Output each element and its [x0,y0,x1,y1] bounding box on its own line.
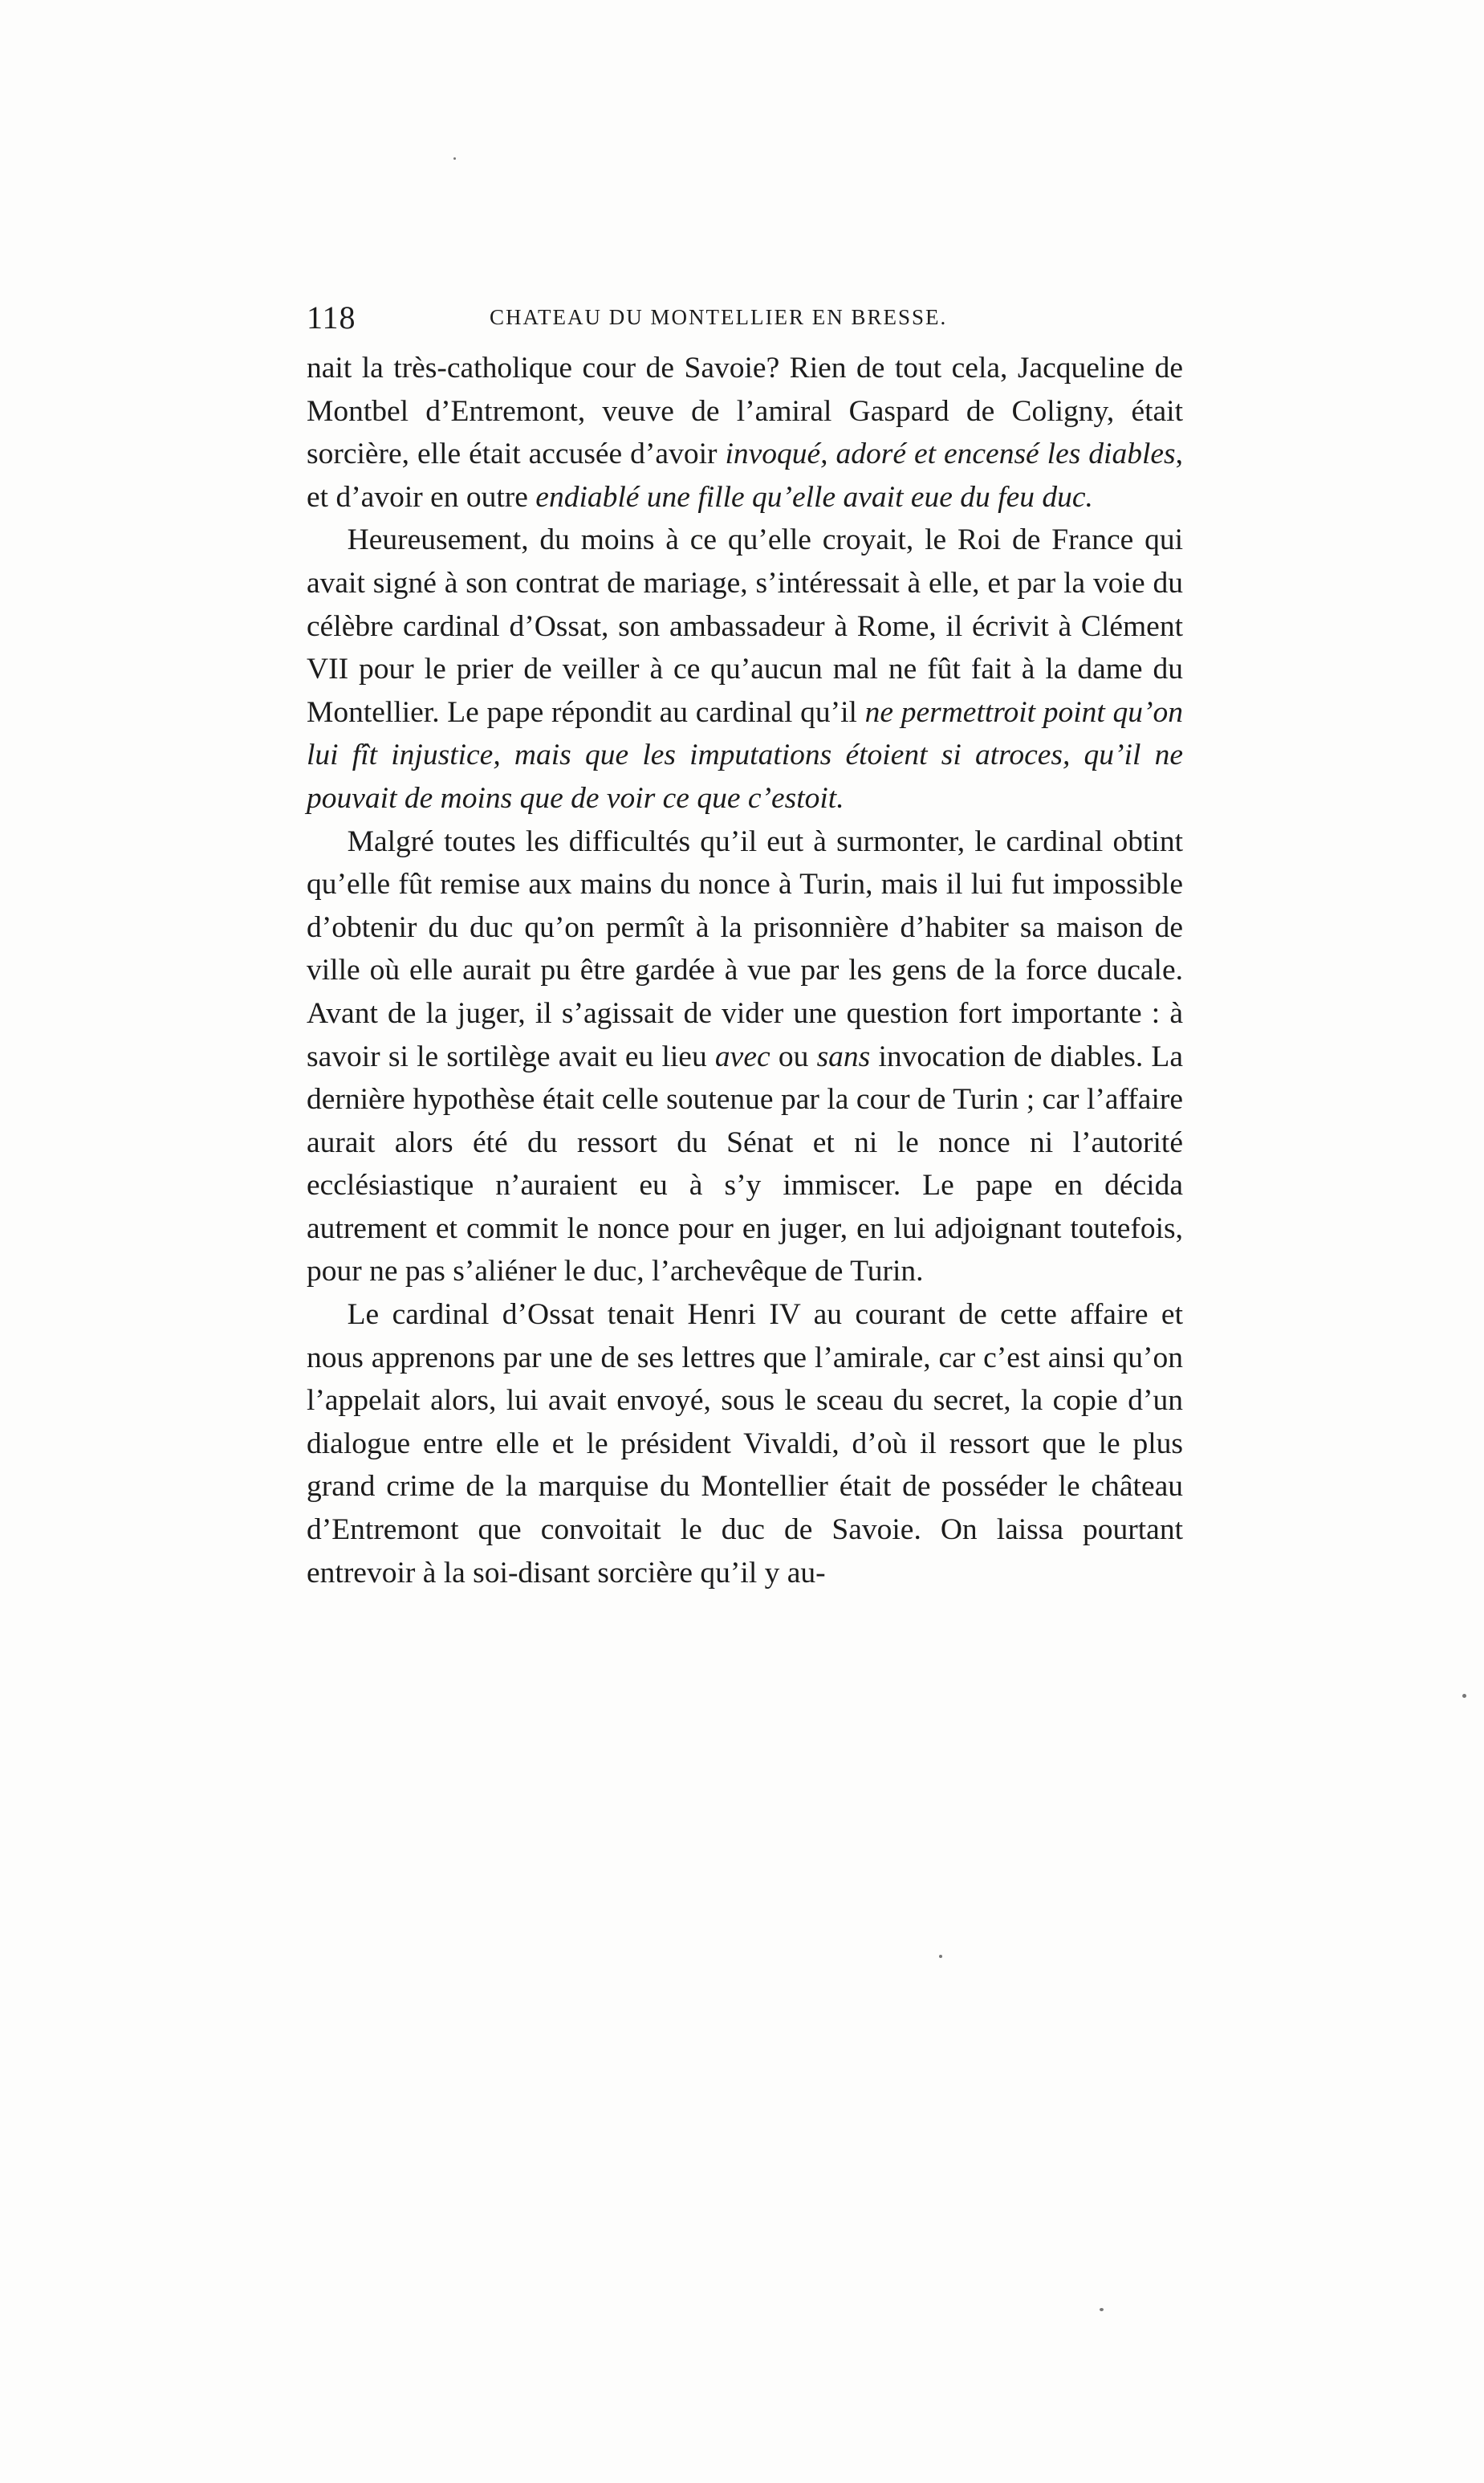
running-head: CHATEAU DU MONTELLIER EN BRESSE. [490,305,948,329]
body-text [307,347,1183,1594]
italic-text: invoqué, adoré et encensé les diables [725,438,1176,471]
page-header [307,299,1183,347]
paragraph [307,519,1183,820]
scan-speck [939,1955,942,1958]
italic-text: avec [714,1040,770,1073]
paragraph [307,347,1183,519]
text-run: ou [770,1040,817,1073]
italic-text: sans [816,1040,871,1073]
page-number: 118 [307,299,356,336]
text-run: , et d’avoir en outre [307,438,1183,514]
italic-text: ne permettroit point qu’on lui fît injustice, mais que les imputations étoient si atroces, qu’il ne pouvait de moins que de voir ce que c’estoit. [307,695,1184,815]
text-run: Malgré toutes les difficultés qu’il eut à surmonter, le cardinal obtint qu’elle fût remise aux mains du nonce à Turin, mais il lui fut impossible d’obtenir du duc qu’on permît à la prisonnière d’habiter sa maison de ville où elle aurait pu être gardée à vue par les gens de la force ducale. Avant de la juger, il s’agissait de vider une question fort importante : à savoir si le sortilège avait eu lieu [307,824,1183,1073]
paragraph [307,820,1183,1294]
scan-speck [453,157,456,160]
text-run: nait la très-catholique cour de Savoie? Rien de tout cela, Jacqueline de Montbel d’Entremont, veuve de l’amiral Gaspard de Coligny, était sorcière, elle était accusée d’avoir [307,352,1183,471]
scan-speck [1100,2308,1104,2311]
text-run: invocation de diables. La dernière hypothèse était celle soutenue par la cour de Turin ; car l’affaire aurait alors été du ressort du Sénat et ni le nonce ni l’autorité ecclésiastique n’auraient eu à s’y immiscer. Le pape en décida autrement et commit le nonce pour en juger, en lui adjoignant toutefois, pour ne pas s’aliéner le duc, l’archevêque de Turin. [307,1040,1183,1288]
paragraph [307,1293,1183,1594]
text-run: Heureusement, du moins à ce qu’elle croyait, le Roi de France qui avait signé à son contrat de mariage, s’intéressait à elle, et par la voie du célèbre cardinal d’Ossat, son ambassadeur à Rome, il écrivit à Clément VII pour le prier de veiller à ce qu’aucun mal ne fût fait à la dame du Montellier. Le pape répondit au cardinal qu’il [307,523,1183,729]
italic-text: endiablé une fille qu’elle avait eue du feu duc. [535,480,1093,514]
text-run: Le cardinal d’Ossat tenait Henri IV au courant de cette affaire et nous apprenons par une de ses lettres que l’amirale, car c’est ainsi qu’on l’appelait alors, lui avait envoyé, sous le sceau du secret, la copie d’un dialogue entre elle et le président Vivaldi, d’où il ressort que le plus grand crime de la marquise du Montellier était de posséder le château d’Entremont que convoitait le duc de Savoie. On laissa pourtant entrevoir à la soi-disant sorcière qu’il y au- [307,1298,1183,1590]
scan-speck [1462,1694,1466,1698]
